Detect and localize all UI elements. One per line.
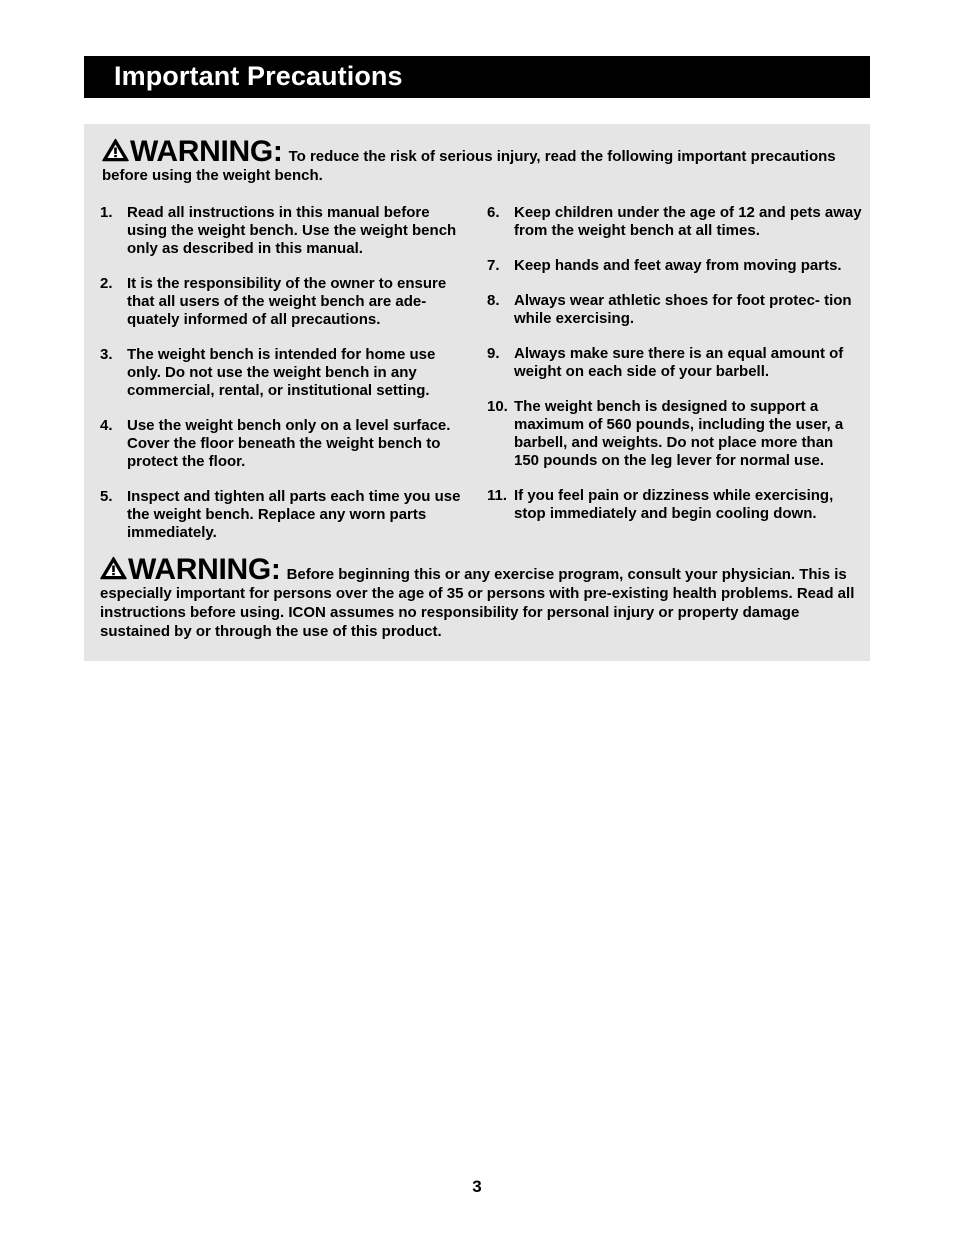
item-number: 4. xyxy=(100,417,113,434)
list-item xyxy=(487,487,862,523)
warning-label: WARNING: xyxy=(128,553,281,586)
page-number: 3 xyxy=(472,1177,482,1196)
page-title: Important Precautions xyxy=(114,60,403,91)
item-text: Keep hands and feet away from moving parts. xyxy=(514,257,842,274)
item-number: 1. xyxy=(100,204,113,221)
item-text: It is the responsibility of the owner to ensure that all users of the weight bench are ade- quately informed of all precautions. xyxy=(127,275,447,328)
list-item xyxy=(100,488,472,542)
precautions-list-right xyxy=(487,204,862,540)
list-item xyxy=(100,346,472,400)
warning-top xyxy=(102,135,862,185)
item-text: If you feel pain or dizziness while exercising, stop immediately and begin cooling down. xyxy=(514,487,834,522)
list-item xyxy=(487,204,862,240)
item-text: Use the weight bench only on a level surface. Cover the floor beneath the weight bench to protect the floor. xyxy=(127,417,451,470)
list-item xyxy=(100,204,472,258)
item-number: 2. xyxy=(100,275,113,292)
item-text: Inspect and tighten all parts each time you use the weight bench. Replace any worn parts immediately. xyxy=(127,488,461,541)
item-number: 11. xyxy=(487,487,508,504)
item-text: Always wear athletic shoes for foot protec- tion while exercising. xyxy=(514,292,852,327)
item-text: Always make sure there is an equal amount of weight on each side of your barbell. xyxy=(514,345,844,380)
warning-text: To reduce the risk of serious injury, read the following important precautions before using the weight bench. xyxy=(102,148,836,184)
item-number: 7. xyxy=(487,257,500,274)
list-item xyxy=(487,398,862,470)
list-item xyxy=(100,417,472,471)
warning-bottom xyxy=(100,553,862,641)
list-item xyxy=(487,292,862,328)
item-number: 5. xyxy=(100,488,113,505)
list-item xyxy=(487,345,862,381)
list-item xyxy=(487,257,862,275)
warning-triangle-icon xyxy=(102,138,129,162)
title-bar xyxy=(84,56,870,98)
item-text: Read all instructions in this manual before using the weight bench. Use the weight bench only as described in this manual. xyxy=(127,204,457,257)
warning-label: WARNING: xyxy=(130,135,283,168)
item-text: The weight bench is designed to support a maximum of 560 pounds, including the user, a barbell, and weights. Do not place more than 150 pounds on the leg lever for normal use. xyxy=(514,398,844,469)
list-item xyxy=(100,275,472,329)
warning-text: Before beginning this or any exercise program, consult your physician. This is especially important for persons over the age of 35 or persons with pre-existing health problems. Read all instructions before using. ICON assumes no responsibility for personal injury or property damage sustained by or through the use of this product. xyxy=(100,566,855,640)
warning-triangle-icon xyxy=(100,556,127,580)
item-number: 10. xyxy=(487,398,508,415)
item-number: 8. xyxy=(487,292,500,309)
precautions-list-left xyxy=(100,204,472,559)
item-number: 6. xyxy=(487,204,500,221)
item-text: Keep children under the age of 12 and pets away from the weight bench at all times. xyxy=(514,204,862,239)
warning-box xyxy=(84,124,870,661)
item-text: The weight bench is intended for home use only. Do not use the weight bench in any commercial, rental, or institutional setting. xyxy=(127,346,436,399)
item-number: 9. xyxy=(487,345,500,362)
item-number: 3. xyxy=(100,346,113,363)
